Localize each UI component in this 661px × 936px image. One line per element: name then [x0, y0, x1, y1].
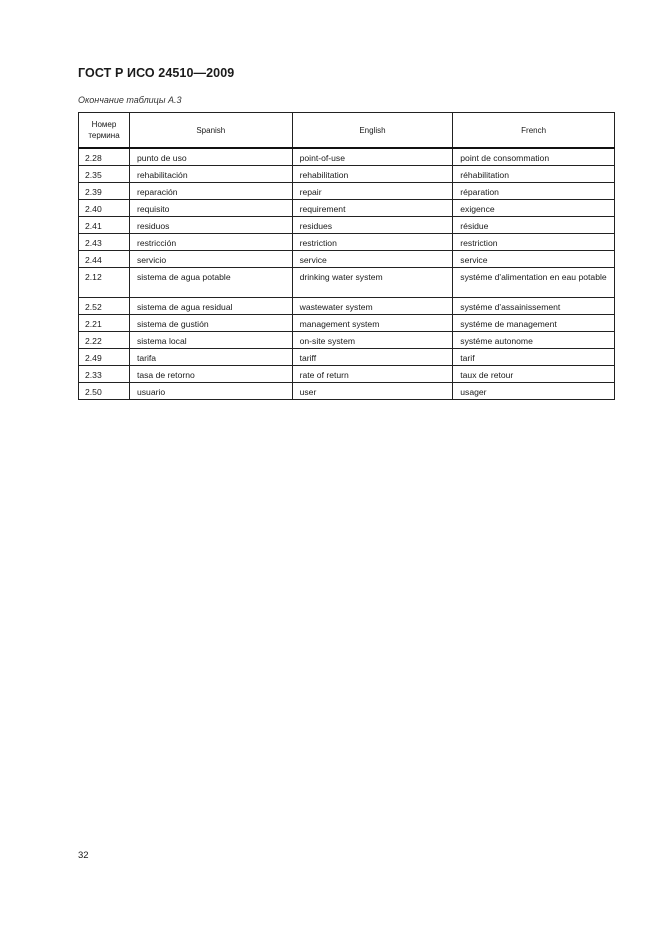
term-french: systéme de management	[453, 314, 615, 331]
term-french: point de consommation	[453, 148, 615, 165]
table-row	[79, 182, 615, 199]
table-row	[79, 216, 615, 233]
term-french: tarif	[453, 348, 615, 365]
term-french: résidue	[453, 216, 615, 233]
document-title: ГОСТ Р ИСО 24510—2009	[78, 66, 235, 80]
page-number: 32	[78, 850, 89, 861]
column-header-number: Номер термина	[79, 113, 130, 149]
term-french: réhabilitation	[453, 165, 615, 182]
term-number: 2.43	[79, 233, 130, 250]
table-row	[79, 199, 615, 216]
term-number: 2.41	[79, 216, 130, 233]
table-row	[79, 314, 615, 331]
term-french: taux de retour	[453, 365, 615, 382]
term-spanish: restricción	[129, 233, 292, 250]
term-english: management system	[292, 314, 453, 331]
term-french: restriction	[453, 233, 615, 250]
table-row	[79, 148, 615, 165]
term-number: 2.28	[79, 148, 130, 165]
term-number: 2.49	[79, 348, 130, 365]
column-header-spanish: Spanish	[129, 113, 292, 149]
term-english: residues	[292, 216, 453, 233]
term-spanish: sistema de gustión	[129, 314, 292, 331]
term-english: rehabilitation	[292, 165, 453, 182]
term-english: service	[292, 250, 453, 267]
term-french: usager	[453, 382, 615, 399]
term-english: point-of-use	[292, 148, 453, 165]
term-number: 2.35	[79, 165, 130, 182]
term-number: 2.33	[79, 365, 130, 382]
term-number: 2.39	[79, 182, 130, 199]
term-english: on-site system	[292, 331, 453, 348]
term-spanish: sistema local	[129, 331, 292, 348]
term-english: requirement	[292, 199, 453, 216]
term-spanish: requisito	[129, 199, 292, 216]
term-spanish: usuario	[129, 382, 292, 399]
term-spanish: reparación	[129, 182, 292, 199]
term-number: 2.22	[79, 331, 130, 348]
term-french: exigence	[453, 199, 615, 216]
term-english: user	[292, 382, 453, 399]
term-english: restriction	[292, 233, 453, 250]
table-row	[79, 165, 615, 182]
term-french: service	[453, 250, 615, 267]
term-english: wastewater system	[292, 297, 453, 314]
column-header-french: French	[453, 113, 615, 149]
term-number: 2.44	[79, 250, 130, 267]
term-english: rate of return	[292, 365, 453, 382]
table-body	[79, 148, 615, 399]
term-french: systéme autonome	[453, 331, 615, 348]
term-french: systéme d'alimentation en eau potable	[453, 267, 615, 297]
table-row	[79, 365, 615, 382]
table-row	[79, 267, 615, 297]
term-number: 2.52	[79, 297, 130, 314]
term-number: 2.21	[79, 314, 130, 331]
term-number: 2.50	[79, 382, 130, 399]
term-spanish: sistema de agua residual	[129, 297, 292, 314]
table-row	[79, 348, 615, 365]
term-spanish: punto de uso	[129, 148, 292, 165]
table-row	[79, 382, 615, 399]
term-spanish: rehabilitación	[129, 165, 292, 182]
table-row	[79, 331, 615, 348]
table-header-row	[79, 113, 615, 149]
term-english: repair	[292, 182, 453, 199]
table-row	[79, 233, 615, 250]
term-english: drinking water system	[292, 267, 453, 297]
term-spanish: residuos	[129, 216, 292, 233]
term-spanish: tarifa	[129, 348, 292, 365]
term-number: 2.40	[79, 199, 130, 216]
term-spanish: sistema de agua potable	[129, 267, 292, 297]
term-spanish: servicio	[129, 250, 292, 267]
table-row	[79, 297, 615, 314]
table-caption: Окончание таблицы А.3	[78, 95, 182, 105]
term-french: réparation	[453, 182, 615, 199]
term-number: 2.12	[79, 267, 130, 297]
table-row	[79, 250, 615, 267]
column-header-english: English	[292, 113, 453, 149]
term-french: systéme d'assainissement	[453, 297, 615, 314]
term-english: tariff	[292, 348, 453, 365]
term-spanish: tasa de retorno	[129, 365, 292, 382]
terminology-table	[78, 112, 615, 400]
